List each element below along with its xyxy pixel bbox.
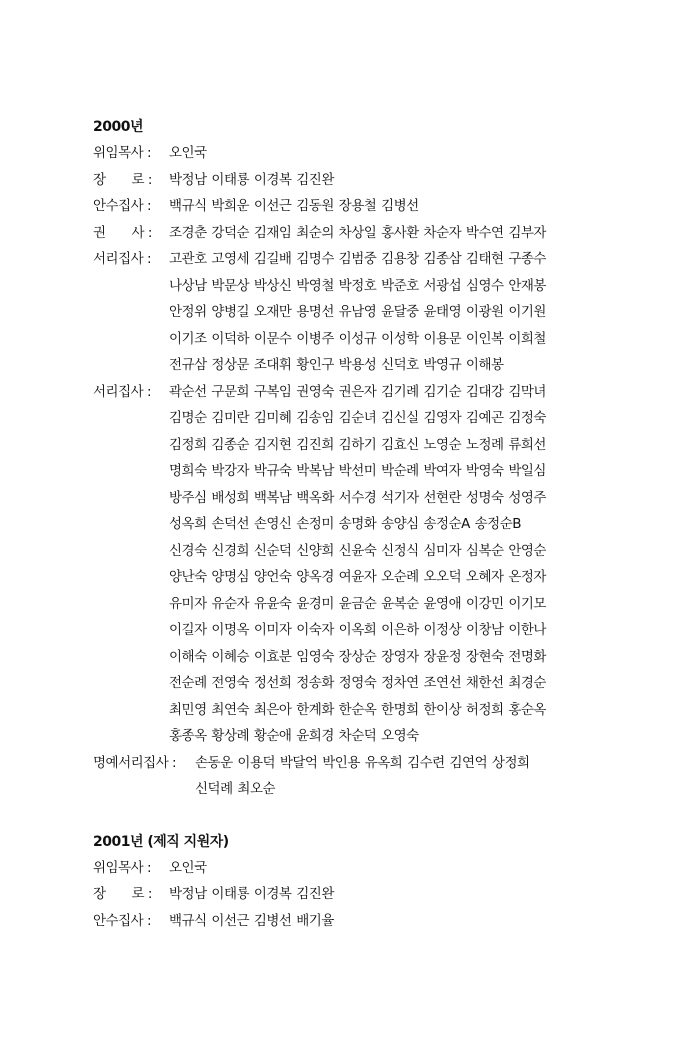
role-row	[93, 167, 653, 194]
member-names-line: 고관호 고영세 김길배 김명수 김범중 김용창 김종삼 김태현 구종수	[169, 251, 546, 267]
member-names-line: 전순례 전영숙 정선희 정송화 정영숙 정차연 조연선 채한선 최경순	[169, 675, 546, 691]
role-row	[93, 140, 653, 167]
role-label: 안수집사 :	[93, 912, 152, 929]
member-names	[195, 750, 653, 803]
member-names-line: 박정남 이태룡 이경복 김진완	[169, 171, 334, 188]
member-names-line: 홍종옥 황상례 황순애 윤희경 차순덕 오영숙	[169, 728, 419, 744]
member-names-line: 신경숙 신경희 신순덕 신양희 신윤숙 신정식 심미자 심복순 안영순	[169, 542, 546, 559]
member-names-line: 손동운 이용덕 박달억 박인용 유옥희 김수련 김연억 상정희	[195, 754, 530, 771]
role-row	[93, 908, 653, 935]
member-names	[169, 881, 653, 908]
member-names-line: 신덕례 최오순	[195, 781, 276, 797]
role-label: 서리집사 :	[93, 383, 152, 400]
member-names-line: 나상남 박문상 박상신 박영철 박정호 박준호 서광섭 심영수 안재봉	[169, 277, 546, 294]
document-page	[93, 114, 653, 934]
member-names-line: 이해숙 이혜승 이효분 임영숙 장상순 장영자 장윤정 장현숙 전명화	[169, 648, 546, 665]
role-label: 서리집사 :	[93, 251, 152, 267]
role-row	[93, 379, 653, 750]
member-names-line: 김정희 김종순 김지현 김진희 김하기 김효신 노영순 노정례 류희선	[169, 436, 546, 453]
role-row	[93, 881, 653, 908]
member-names-line: 이기조 이덕하 이문수 이병주 이성규 이성학 이용문 이인복 이희철	[169, 330, 546, 347]
member-names-line: 백규식 박희운 이선근 김동원 장용철 김병선	[169, 198, 419, 214]
section-heading: 2000년	[93, 119, 143, 135]
role-label: 장 로 :	[93, 171, 152, 188]
member-names-line: 최민영 최연숙 최은아 한계화 한순옥 한명희 한이상 허정희 홍순옥	[169, 701, 546, 718]
member-names	[169, 855, 653, 882]
member-names-line: 안정위 양병길 오재만 용명선 유남영 윤달중 윤태영 이광원 이기원	[169, 304, 546, 320]
member-names	[169, 167, 653, 194]
role-label: 명예서리집사 :	[93, 754, 177, 771]
member-names-line: 유미자 유순자 유윤숙 윤경미 윤금순 윤복순 윤영애 이강민 이기모	[169, 595, 546, 612]
member-names	[169, 220, 653, 247]
member-names-line: 곽순선 구문희 구복임 권영숙 권은자 김기례 김기순 김대강 김막녀	[169, 383, 546, 400]
role-row	[93, 246, 653, 379]
year-section	[93, 829, 653, 935]
member-names-line: 김명순 김미란 김미혜 김송임 김순녀 김신실 김영자 김예곤 김정숙	[169, 410, 546, 426]
member-names-line: 백규식 이선근 김병선 배기율	[169, 912, 334, 929]
member-names	[169, 246, 653, 379]
role-label: 장 로 :	[93, 886, 152, 902]
member-names	[169, 193, 653, 220]
member-names-line: 방주심 배성희 백복남 백옥화 서수경 석기자 선현란 성명숙 성영주	[169, 489, 546, 506]
role-label: 위임목사 :	[93, 859, 152, 876]
member-names-line: 박정남 이태룡 이경복 김진완	[169, 886, 334, 902]
role-row	[93, 855, 653, 882]
member-names	[169, 140, 653, 167]
role-row	[93, 193, 653, 220]
member-names-line: 오인국	[169, 145, 207, 161]
member-names-line: 양난숙 양명심 양언숙 양옥경 여윤자 오순례 오오덕 오혜자 온정자	[169, 569, 546, 585]
member-names-line: 전규삼 정상문 조대휘 황인구 박용성 신덕호 박영규 이해봉	[169, 357, 504, 373]
role-label: 안수집사 :	[93, 198, 152, 214]
role-row	[93, 750, 653, 803]
member-names-line: 오인국	[169, 859, 207, 876]
member-names-line: 성옥희 손덕선 손영신 손정미 송명화 송양심 송정순A 송정순B	[169, 516, 522, 532]
role-label: 권 사 :	[93, 224, 152, 241]
role-row	[93, 220, 653, 247]
member-names	[169, 908, 653, 935]
member-names-line: 명희숙 박강자 박규숙 박복남 박선미 박순례 박여자 박영숙 박일심	[169, 463, 546, 479]
member-names-line: 이길자 이명옥 이미자 이숙자 이옥희 이은하 이정상 이창남 이한나	[169, 622, 546, 638]
year-section	[93, 114, 653, 803]
member-names-line: 조경춘 강덕순 김재임 최순의 차상일 홍사환 차순자 박수연 김부자	[169, 224, 546, 241]
role-label: 위임목사 :	[93, 145, 152, 161]
member-names	[169, 379, 653, 750]
section-heading: 2001년 (제직 지원자)	[93, 833, 229, 850]
